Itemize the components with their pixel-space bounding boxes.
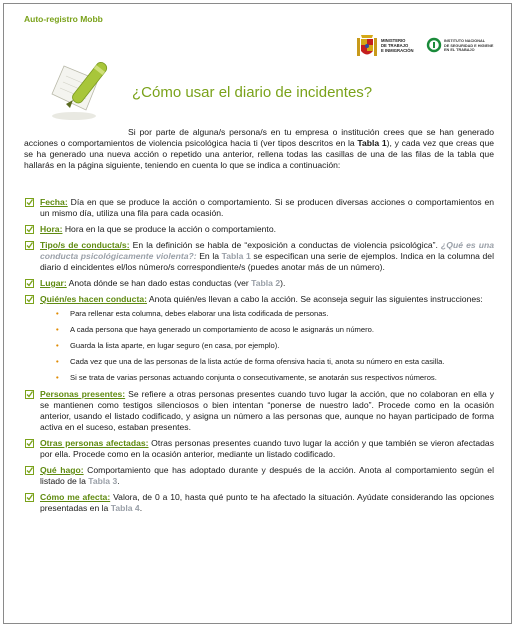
insht-logo-icon (426, 37, 442, 53)
spain-coat-of-arms-icon (356, 32, 378, 60)
sub-list-item: • Cada vez que una de las personas de la lista actúe de forma ofensiva hacia ti, anota su número en esta casilla. (56, 357, 445, 366)
bullet-icon: • (56, 325, 59, 334)
ministry-logo (356, 32, 422, 62)
bullet-icon: • (56, 357, 59, 366)
instruction-list (24, 197, 494, 519)
checkbox-checked-icon (25, 225, 34, 234)
list-item-como-me-afecta: Cómo me afecta: Valora, de 0 a 10, hasta qué punto te ha afectado la situación. Ayúdate considerando las opciones presentadas en la Tabla 4. (24, 492, 494, 514)
checkbox-checked-icon (25, 295, 34, 304)
list-item-lugar: Lugar: Anota dónde se han dado estas conductas (ver Tabla 2). (24, 278, 494, 289)
pen-on-paper-illustration (46, 56, 126, 130)
bullet-icon: • (56, 373, 59, 382)
sub-list-item: • Para rellenar esta columna, debes elaborar una lista codificada de personas. (56, 309, 329, 318)
sub-instruction-list (40, 309, 494, 383)
document-page (3, 3, 512, 624)
list-item-fecha: Fecha: Día en que se produce la acción o comportamiento. Si se producen diversas acciones o comportamientos en un mismo día, utiliza una fila para cada ocasión. (24, 197, 494, 219)
checkbox-checked-icon (25, 198, 34, 207)
bullet-icon: • (56, 309, 59, 318)
sub-list-item: • A cada persona que haya generado un comportamiento de acoso le asignarás un número. (56, 325, 374, 334)
checkbox-checked-icon (25, 466, 34, 475)
sub-list-item: • Si se trata de varias personas actuando conjunta o consecutivamente, se anotarán sus respectivos números. (56, 373, 437, 382)
institute-name: INSTITUTO NACIONAL DE SEGURIDAD E HIGIENE EN EL TRABAJO (444, 39, 494, 53)
checkbox-checked-icon (25, 241, 34, 250)
intro-paragraph: Si por parte de alguna/s persona/s en tu empresa o institución crees que se han generado acciones o comportamientos de violencia psicológica hacia ti (ver tipos descritos en la Tabla 1), y cada vez que creas que se ha generado una nueva acción o repetido una anterior, rellena todas las casillas de una de las filas de la tabla que hallarás en la página siguiente, teniendo en cuenta lo que se indica a continuación: (24, 127, 494, 170)
page-title: ¿Cómo usar el diario de incidentes? (132, 84, 373, 101)
checkbox-checked-icon (25, 493, 34, 502)
ministry-name: MINISTERIO DE TRABAJO E INMIGRACIÓN (381, 38, 414, 53)
list-item-hora: Hora: Hora en la que se produce la acción o comportamiento. (24, 224, 494, 235)
institute-logo (426, 35, 502, 59)
checkbox-checked-icon (25, 279, 34, 288)
list-item-que-hago: Qué hago: Comportamiento que has adoptado durante y después de la acción. Anota al comportamiento según el listado de la Tabla 3. (24, 465, 494, 487)
bullet-icon: • (56, 341, 59, 350)
list-item-otras-afectadas: Otras personas afectadas: Otras personas presentes cuando tuvo lugar la acción y que también se vieron afectadas por ella. Procede como en la ocasión anterior, mediante un listado codificado. (24, 438, 494, 460)
sub-list-item: • Guarda la lista aparte, en lugar seguro (en casa, por ejemplo). (56, 341, 280, 350)
checkbox-checked-icon (25, 439, 34, 448)
checkbox-checked-icon (25, 390, 34, 399)
list-item-quien: Quién/es hacen conducta: Anota quién/es llevan a cabo la acción. Se aconseja seguir las siguientes instrucciones: • Para rellenar esta columna, debes elaborar una lista codificada de personas. • A cada persona que haya generado un comportamiento de acoso le asignarás un número. • Guarda la lista aparte, en lugar seguro (en casa, por ejemplo). • Cada vez que una de las personas de la lista actúe de forma ofensiva hacia ti, anota su número en esta casilla. • Si se trata de varias personas actuando conjunta o consecutivamente, se anotarán sus respectivos números. (24, 294, 494, 383)
list-item-tipo: Tipo/s de conducta/s: En la definición se habla de “exposición a conductas de violencia psicológica”. ¿Qué es una conducta psicológicamente violenta?: En la Tabla 1 se especifican una serie de ejemplos. Indica en la columna del diario d eincidentes el/los número/s correspondiente/s (puedes anotar más de un número). (24, 240, 494, 273)
header-label: Auto-registro Mobb (24, 14, 103, 24)
list-item-personas-presentes: Personas presentes: Se refiere a otras personas presentes cuando tuvo lugar la acción, que no colaboran en ella y se mantienen como testigos silenciosos o bien intentan “ponerse de nuestro lado”. Procede como en la ocasión anterior, usando el listado codificado, y asigna un número a las personas que, aunque no hayan participado de forma activa en el suceso, estaban presentes. (24, 389, 494, 433)
